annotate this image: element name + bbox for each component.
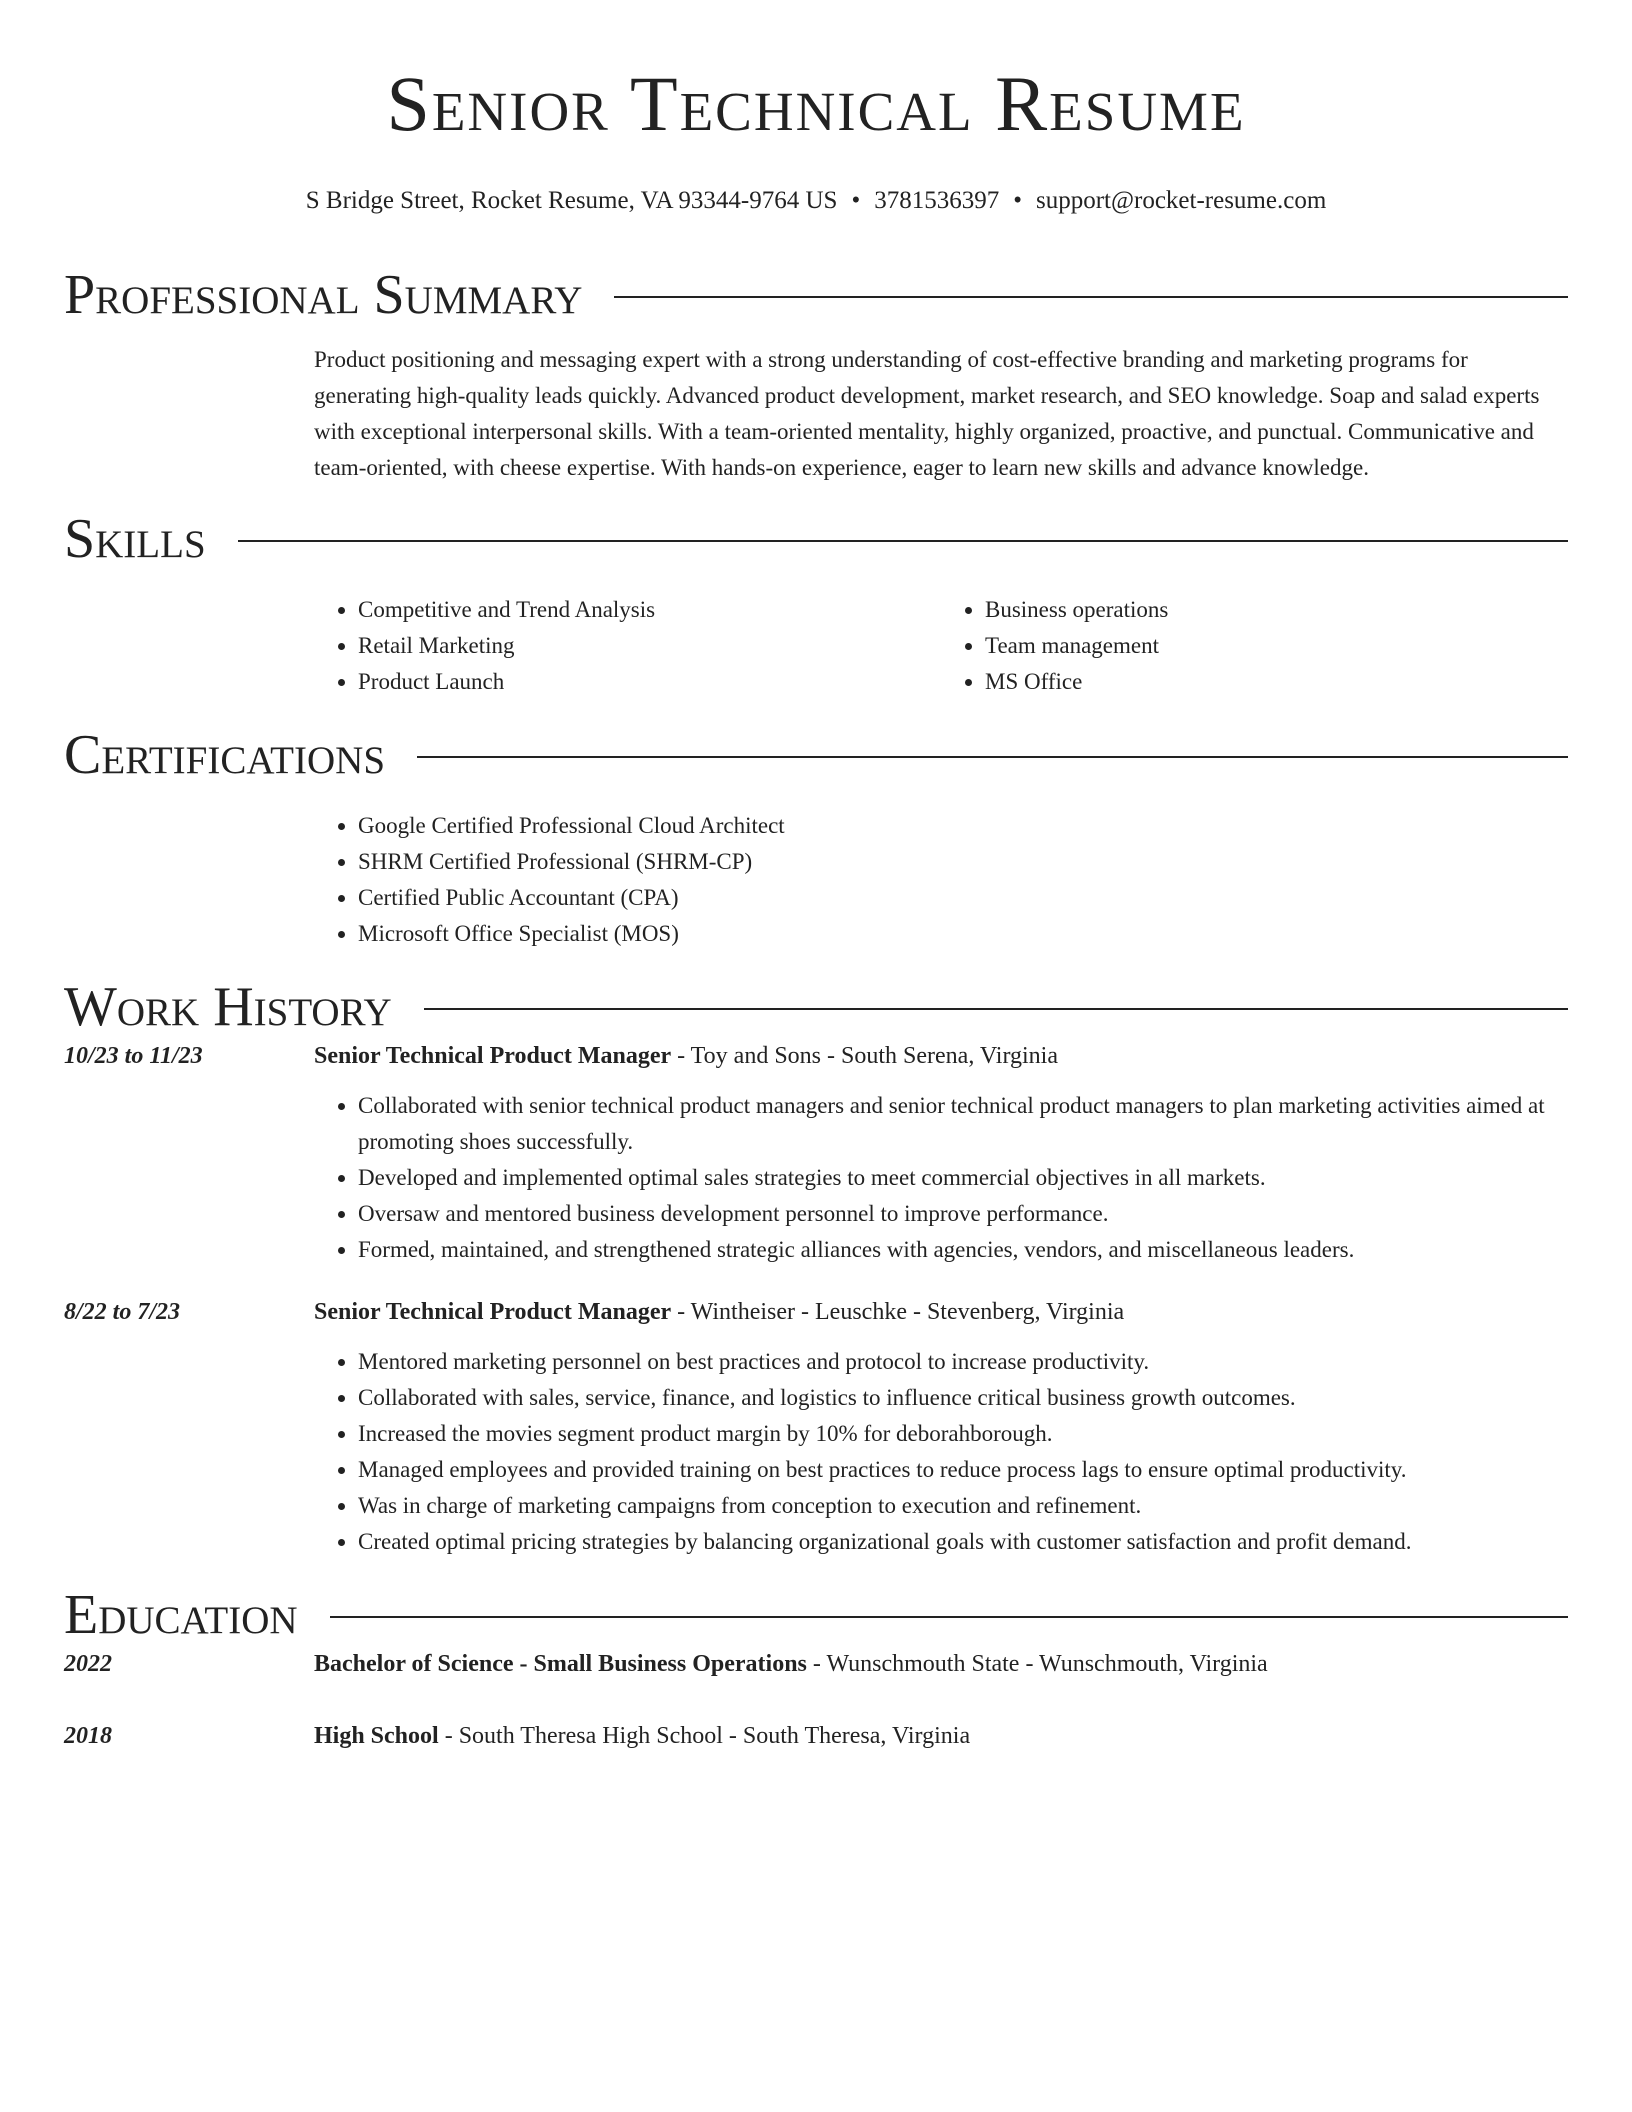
work-heading — [314, 1038, 1058, 1074]
work-heading — [314, 1294, 1124, 1330]
job-bullet: • Mentored marketing personnel on best practices and protocol to increase productivity. — [358, 1344, 1568, 1380]
skills-column-1 — [314, 592, 941, 700]
education-year: 2022 — [64, 1651, 112, 1677]
certifications-section — [64, 724, 1568, 952]
school-location: - South Theresa High School - South Theresa, Virginia — [438, 1723, 971, 1749]
skill-item: • Business operations — [985, 592, 1568, 628]
section-header — [64, 264, 1568, 326]
skill-item: • Retail Marketing — [358, 628, 941, 664]
certification-item: • Certified Public Accountant (CPA) — [358, 880, 1568, 916]
certification-item: • Microsoft Office Specialist (MOS) — [358, 916, 1568, 952]
work-history-section — [64, 976, 1568, 1560]
job-bullets — [314, 1344, 1568, 1560]
contact-separator: • — [1013, 187, 1022, 214]
section-header — [64, 1584, 1568, 1646]
job-employer-location: - Toy and Sons - South Serena, Virginia — [671, 1043, 1058, 1069]
job-employer-location: - Wintheiser - Leuschke - Stevenberg, Virginia — [671, 1299, 1125, 1325]
job-bullet: • Managed employees and provided training on best practices to reduce process lags to ensure optimal productivity. — [358, 1452, 1568, 1488]
job-bullet: • Increased the movies segment product margin by 10% for deborahborough. — [358, 1416, 1568, 1452]
job-title: Senior Technical Product Manager — [314, 1043, 672, 1069]
resume-title: Senior Technical Resume — [386, 60, 1246, 147]
school-location: - Wunschmouth State - Wunschmouth, Virginia — [806, 1651, 1268, 1677]
degree-name: High School — [314, 1723, 439, 1749]
contact-email: support@rocket-resume.com — [1035, 187, 1327, 214]
contact-phone: 3781536397 — [874, 187, 1000, 214]
degree-name: Bachelor of Science - Small Business Operations — [314, 1651, 807, 1677]
job-bullet: • Created optimal pricing strategies by balancing organizational goals with customer satisfaction and profit demand. — [358, 1524, 1568, 1560]
work-dates: 10/23 to 11/23 — [64, 1043, 203, 1069]
section-divider — [238, 540, 1568, 542]
section-divider — [417, 756, 1568, 758]
section-title-education: Education — [64, 1584, 298, 1646]
section-title-summary: Professional Summary — [64, 264, 583, 326]
job-bullet: • Formed, maintained, and strengthened strategic alliances with agencies, vendors, and miscellaneous leaders. — [358, 1232, 1568, 1268]
education-year: 2018 — [64, 1723, 112, 1749]
education-section — [64, 1584, 1568, 1754]
summary-section — [64, 264, 1568, 486]
skills-section — [64, 508, 1568, 700]
summary-text: Product positioning and messaging expert with a strong understanding of cost-effective branding and marketing programs for generating high-quality leads quickly. Advanced product development, market research, and SEO knowledge. Soap and salad experts with exceptional interpersonal skills. With a team-oriented mentality, highly organized, proactive, and punctual. Communicative and team-oriented, with cheese expertise. With hands-on experience, eager to learn new skills and advance knowledge. — [314, 347, 1540, 480]
job-bullet: • Was in charge of marketing campaigns from conception to execution and refinement. — [358, 1488, 1568, 1524]
job-bullet: • Collaborated with sales, service, finance, and logistics to influence critical business growth outcomes. — [358, 1380, 1568, 1416]
section-divider — [614, 296, 1568, 298]
section-divider — [424, 1008, 1568, 1010]
work-entry — [64, 1038, 1568, 1268]
certifications-list — [314, 808, 1568, 952]
job-bullet: • Collaborated with senior technical product managers and senior technical product managers to plan marketing activities aimed at promoting shoes successfully. — [358, 1088, 1568, 1160]
section-title-work-history: Work History — [64, 976, 392, 1038]
job-bullet: • Oversaw and mentored business development personnel to improve performance. — [358, 1196, 1568, 1232]
skill-item: • Team management — [985, 628, 1568, 664]
job-bullet: • Developed and implemented optimal sales strategies to meet commercial objectives in all markets. — [358, 1160, 1568, 1196]
section-header — [64, 508, 1568, 570]
job-bullets — [314, 1088, 1568, 1268]
contact-line — [64, 186, 1568, 216]
section-title-certifications: Certifications — [64, 724, 386, 786]
education-entry — [64, 1718, 1568, 1754]
work-entry — [64, 1294, 1568, 1560]
skill-item: • Competitive and Trend Analysis — [358, 592, 941, 628]
job-title: Senior Technical Product Manager — [314, 1299, 672, 1325]
contact-address: S Bridge Street, Rocket Resume, VA 93344-9764 US — [305, 187, 838, 214]
skills-grid — [314, 592, 1568, 700]
work-dates: 8/22 to 7/23 — [64, 1299, 181, 1325]
education-heading — [314, 1718, 970, 1754]
certification-item: • SHRM Certified Professional (SHRM-CP) — [358, 844, 1568, 880]
section-title-skills: Skills — [64, 508, 206, 570]
education-entry — [64, 1646, 1568, 1682]
skill-item: • Product Launch — [358, 664, 941, 700]
section-header — [64, 976, 1568, 1038]
education-heading — [314, 1646, 1268, 1682]
certification-item: • Google Certified Professional Cloud Architect — [358, 808, 1568, 844]
contact-separator: • — [851, 187, 861, 214]
skill-item: • MS Office — [985, 664, 1568, 700]
section-header — [64, 724, 1568, 786]
section-divider — [330, 1616, 1568, 1618]
skills-column-2 — [941, 592, 1568, 700]
